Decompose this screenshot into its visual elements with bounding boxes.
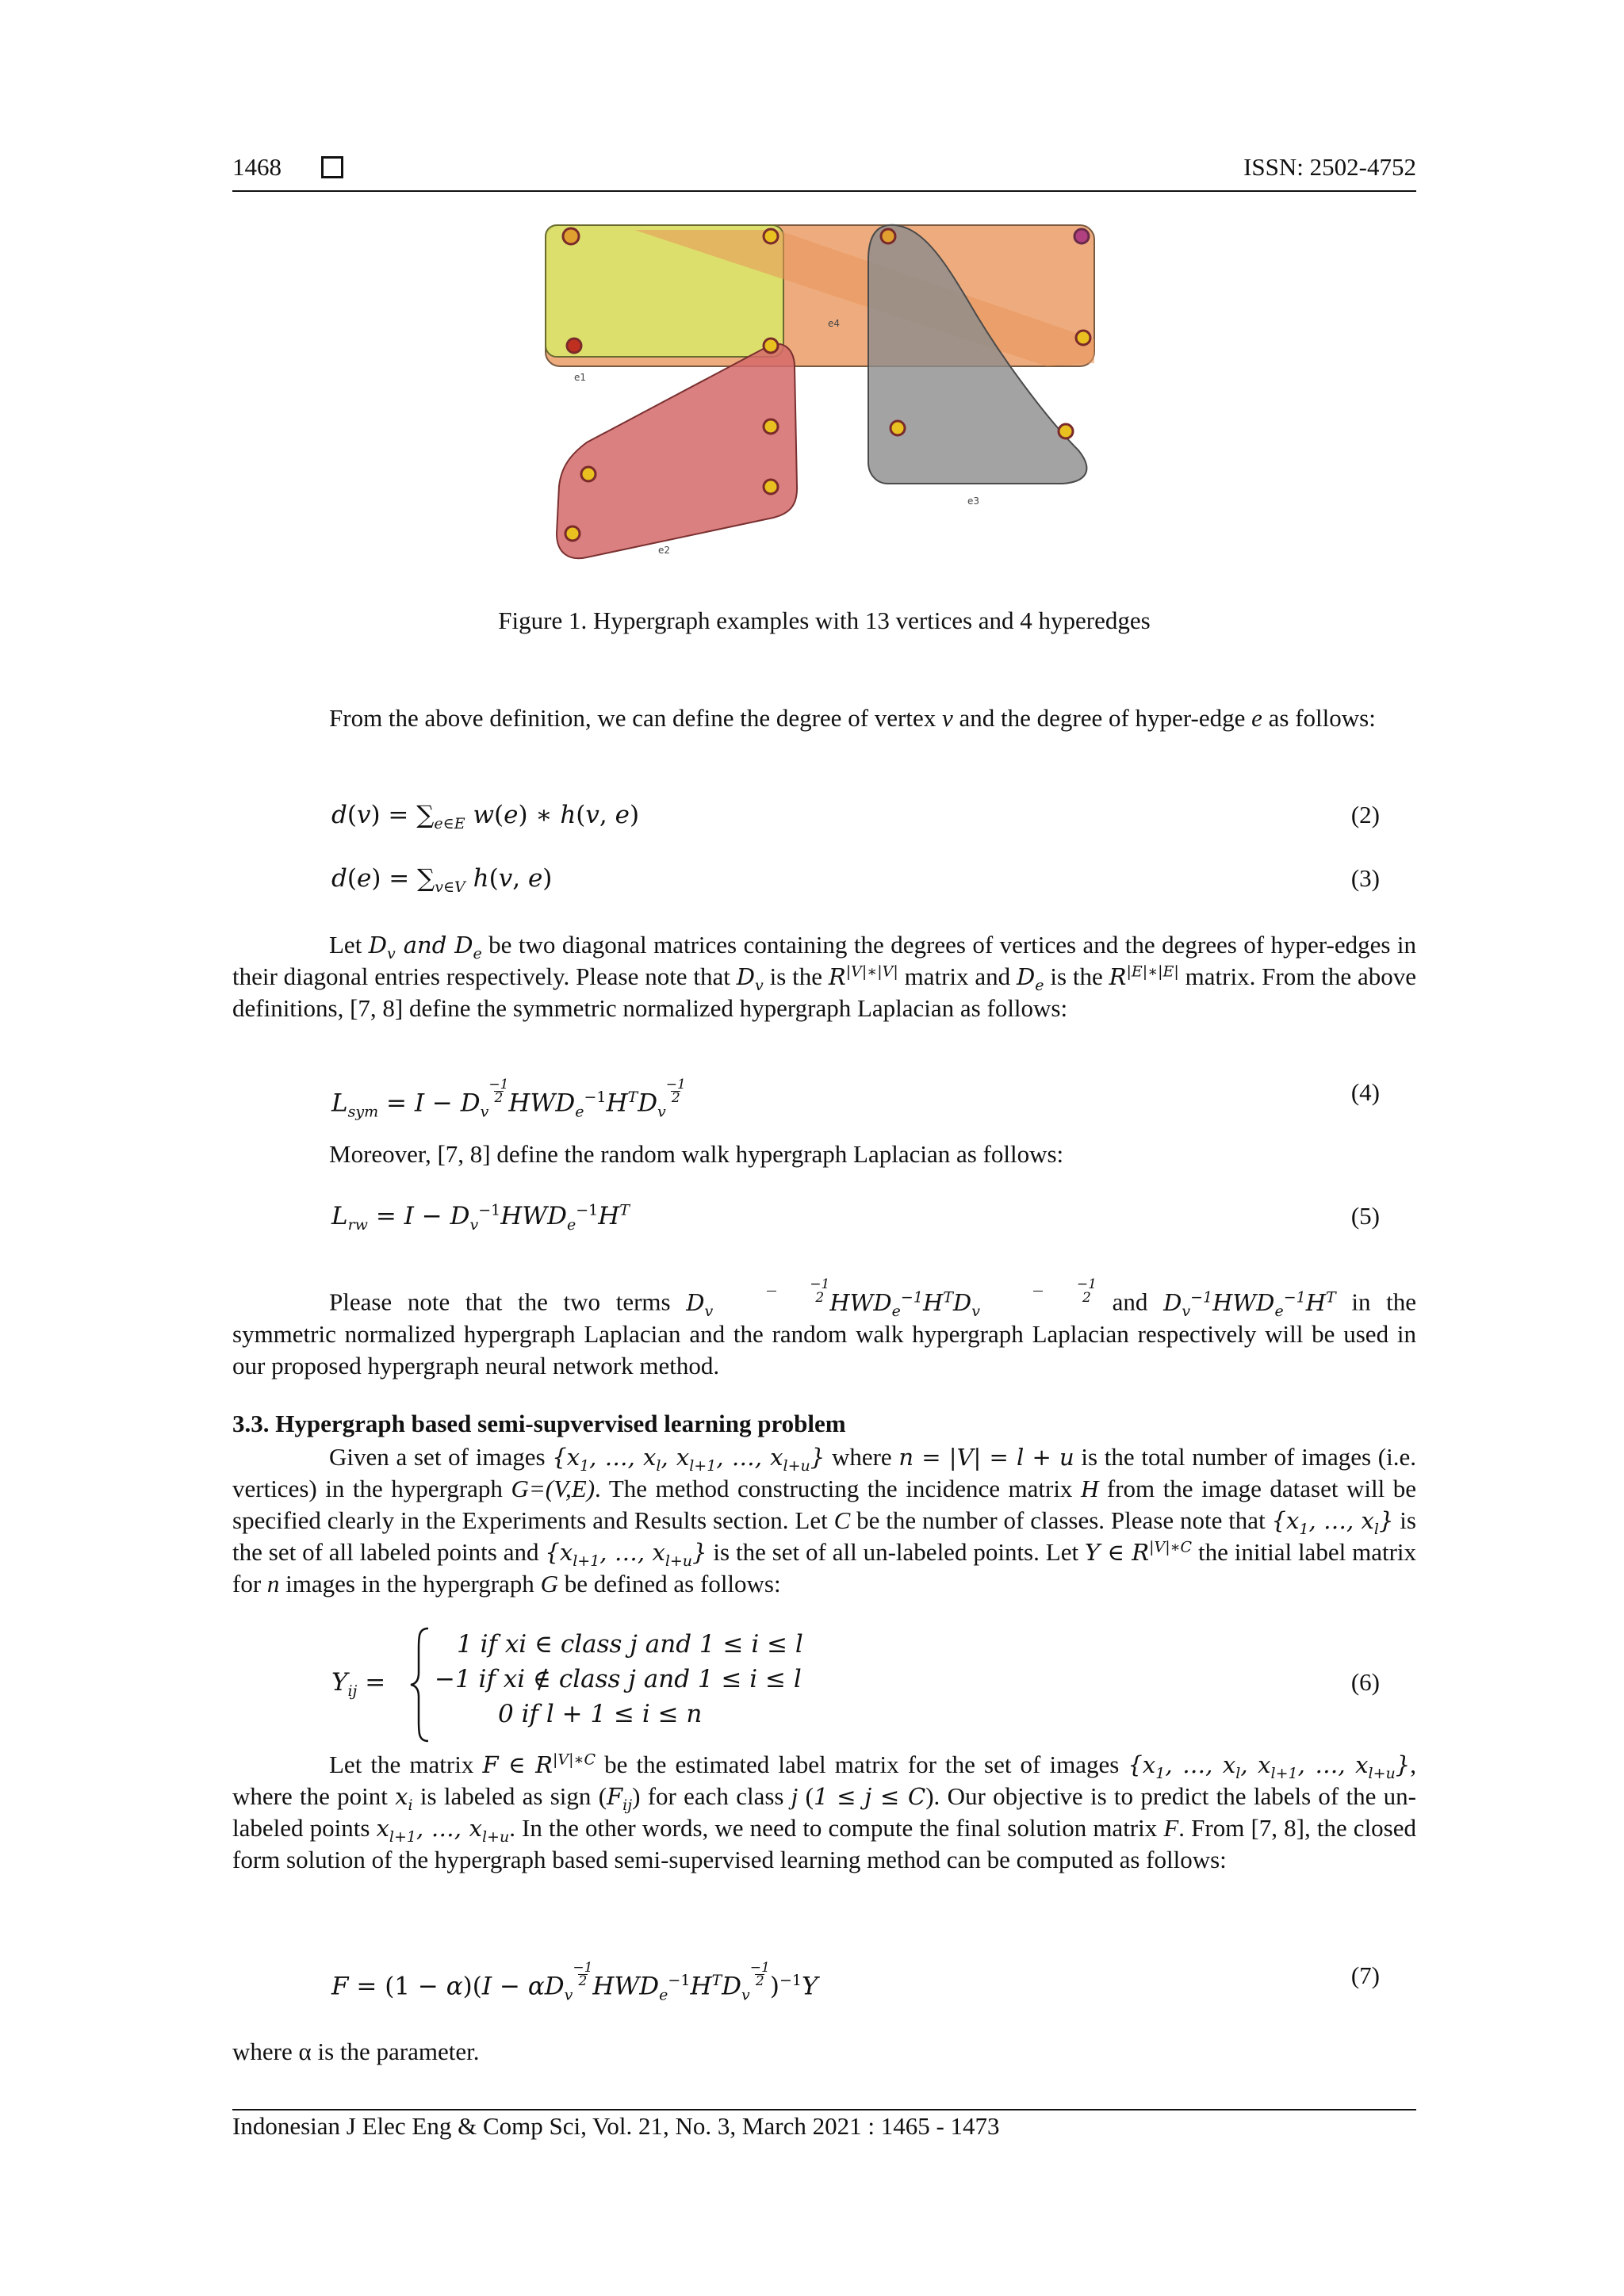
hyperedge-e2 — [557, 344, 797, 558]
left-brace-icon — [409, 1625, 433, 1744]
equation-3: $d(e) = \sum_{v\in V}$ h(v, e) (3) — [331, 864, 1380, 897]
section-heading-3-3: 3.3. Hypergraph based semi-supvervised learning problem — [232, 1410, 846, 1437]
equation-number: (4) — [1350, 1078, 1380, 1106]
hypergraph-figure — [539, 212, 1110, 609]
eq6-case-3: 0 if l + 1 ≤ i ≤ n — [498, 1700, 703, 1728]
equation-2: $d(v) = \sum_{e\in E}$ w(e) ∗ h(v, e) (2) — [331, 801, 1380, 833]
paragraph-random-walk: Moreover, [7, 8] define the random walk hypergraph Laplacian as follows: — [329, 1140, 1064, 1168]
edge-label-e3: e3 — [967, 496, 980, 507]
vertex — [1076, 331, 1090, 345]
paragraph-diagonal-matrices: Let $D_v$ and $D_e$ be two diagonal matrices containing the degrees of vertices and the degrees of hyper-edges in their diagonal entries respectively. Please note that $D_v$ is the $R^{|V|∗|V|}$ matrix and $D_e$ is the $R^{|E|∗|E|}$ matrix. From the above definitions, [7, 8] define the symmetric normalized hypergraph Laplacian as follows: — [232, 931, 1417, 1022]
eq6-lhs: $Y_{ij}$ = — [331, 1668, 386, 1701]
vertex — [563, 228, 579, 244]
eq6-case-1: 1 if xi ∈ class j and 1 ≤ i ≤ l — [457, 1630, 803, 1659]
equation-5: $L_{rw} = I - D_v^{-1}HWD_e^{-1}H^T$ (5) — [331, 1201, 1380, 1234]
vertex — [764, 419, 778, 434]
equation-number: (5) — [1350, 1202, 1380, 1230]
vertex — [581, 467, 596, 481]
vertex — [764, 229, 778, 243]
figure-caption: Figure 1. Hypergraph examples with 13 vertices and 4 hyperedges — [498, 607, 1151, 634]
eq6-case-2: −1 if xi ∉ class j and 1 ≤ i ≤ l — [435, 1665, 802, 1693]
paragraph-degree-intro: From the above definition, we can define the degree of vertex v and the degree of hyper-edge e as follows: — [329, 704, 1376, 732]
paragraph-problem-setup: Given a set of images {$x_1$, …, $x_l$, $x_{l+1}$, …, $x_{l+u}$} where n = |V| = l + u is the total number of images (i.e. vertices) in the hypergraph G=(V,E). The method constructing the incidence matrix H from the image dataset will be specified clearly in the Experiments and Results section. Let C be the number of classes. Please note that {$x_1$, …, $x_l$} is the set of all labeled points and {$x_{l+1}$, …, $x_{l+u}$} is the set of all un-labeled points. Let Y ∈ $R^{|V|∗C}$ the initial label matrix for n images in the hypergraph G be defined as follows: — [232, 1443, 1417, 1598]
paragraph-estimated-label: Let the matrix F ∈ $R^{|V|∗C}$ be the estimated label matrix for the set of images {$x_1$, …, $x_l$, $x_{l+1}$, …, $x_{l+u}$}, where the point $x_i$ is labeled as sign $(F_{ij})$ for each class j (1 ≤ j ≤ C). Our objective is to predict the labels of the un-labeled points $x_{l+1}$, …, $x_{l+u}$. In the other words, we need to compute the final solution matrix F. From [7, 8], the closed form solution of the hypergraph based semi-supervised learning method can be computed as follows: — [232, 1751, 1417, 1873]
footer-rule — [232, 2109, 1416, 2110]
equation-6 — [331, 1625, 1402, 1744]
header-rule — [232, 190, 1416, 192]
equation-7: $F = (1 - \alpha)(I - \alpha D_v$ $\frac{-1}{2}$ $HWD_e^{-1}H^TD_v$ $\frac{-1}{2}$ )$^{-1}$Y (7) — [331, 1960, 1380, 2004]
page-header — [232, 153, 1416, 185]
square-icon — [321, 156, 343, 178]
vertex — [1074, 229, 1089, 243]
vertex — [1059, 424, 1073, 438]
vertex — [565, 526, 580, 541]
issn: ISSN: 2502-4752 — [1243, 153, 1416, 181]
paragraph-two-terms: Please note that the two terms $D_v$ $\frac{-1}{2}$ $HWD_e^{-1}H^TD_v$ $\frac{-1}{2}$ and $D_v^{-1}HWD_e^{-1}H^T$ in the symmetric normalized hypergraph Laplacian and the random walk hypergraph Laplacian respectively will be used in our proposed hypergraph neural network method. — [232, 1276, 1416, 1380]
edge-label-e1: e1 — [574, 372, 587, 383]
paragraph-parameter: where α is the parameter. — [232, 2038, 480, 2065]
vertex — [764, 480, 778, 494]
equation-4: $L_{sym} = I - D_v$ $\frac{-1}{2}$ $HWD_e^{-1}H^TD_v$ $\frac{-1}{2}$ (4) — [331, 1077, 1380, 1121]
vertex — [881, 229, 895, 243]
vertex — [764, 339, 778, 353]
edge-label-e4: e4 — [828, 318, 841, 329]
page-number: 1468 — [232, 153, 282, 181]
page-footer: Indonesian J Elec Eng & Comp Sci, Vol. 21, No. 3, March 2021 : 1465 - 1473 — [232, 2112, 1000, 2140]
vertex — [567, 339, 581, 353]
equation-number: (6) — [1350, 1668, 1380, 1696]
equation-number: (7) — [1350, 1961, 1380, 1989]
hypergraph-diagram — [539, 212, 1110, 609]
vertex — [891, 421, 905, 435]
edge-label-e2: e2 — [658, 545, 671, 556]
equation-number: (3) — [1350, 864, 1380, 892]
equation-number: (2) — [1350, 801, 1380, 828]
